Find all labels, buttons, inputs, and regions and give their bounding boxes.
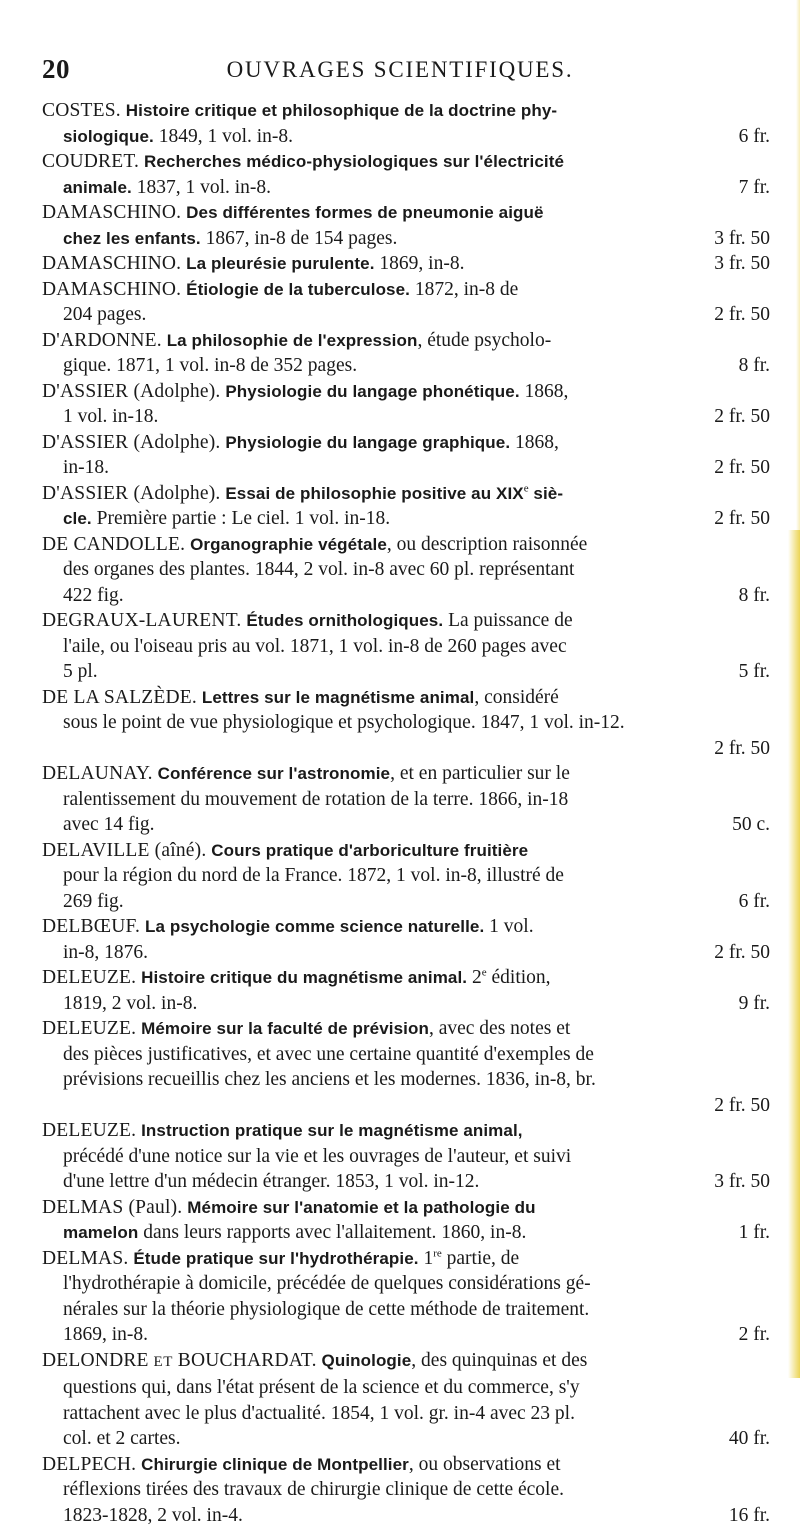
page-edge-shadow (796, 0, 800, 530)
entry-title: La psychologie comme science naturelle. (145, 917, 484, 936)
catalog-entries (42, 98, 770, 1528)
catalog-entry (42, 379, 770, 430)
entry-details: , considéré (474, 687, 558, 708)
entry-title: Physiologie du langage graphique. (225, 433, 510, 452)
entry-details-cont: 1 vol. in-18. (63, 406, 158, 427)
entry-price: 9 fr. (739, 991, 770, 1017)
entry-title: Étiologie de la tuberculose. (186, 280, 410, 299)
entry-author: DELMAS. (42, 1248, 128, 1269)
catalog-entry (42, 1016, 770, 1118)
entry-details-cont: 1819, 2 vol. in-8. (63, 993, 197, 1014)
entry-price: 2 fr. 50 (714, 940, 770, 966)
catalog-entry (42, 965, 770, 1016)
entry-title-cont: siologique. (63, 127, 154, 146)
entry-price: 6 fr. (739, 889, 770, 915)
entry-details-after: édition, (487, 967, 551, 988)
entry-details-cont: pour la région du nord de la France. 1872, 1 vol. in-8, illustré de (42, 863, 770, 889)
entry-author: DE CANDOLLE. (42, 534, 185, 555)
entry-title: Mémoire sur l'anatomie et la pathologie du (187, 1198, 535, 1217)
entry-author: DELEUZE. (42, 1120, 136, 1141)
entry-author: COUDRET. (42, 151, 139, 172)
entry-price: 3 fr. 50 (714, 226, 770, 252)
entry-title: Lettres sur le magnétisme animal (202, 688, 474, 707)
entry-details: 1868, (520, 381, 569, 402)
catalog-entry (42, 685, 770, 762)
entry-price: 16 fr. (729, 1503, 770, 1528)
entry-title: Recherches médico-physiologiques sur l'électricité (144, 152, 564, 171)
catalog-entry (42, 328, 770, 379)
catalog-entry (42, 914, 770, 965)
entry-title: Chirurgie clinique de Montpellier (141, 1455, 409, 1474)
entry-price: 40 fr. (729, 1426, 770, 1452)
entry-details: Première partie : Le ciel. 1 vol. in-18. (92, 508, 390, 529)
entry-title: Des différentes formes de pneumonie aiguë (186, 203, 543, 222)
entry-superscript: e (482, 967, 487, 979)
catalog-entry (42, 1452, 770, 1528)
catalog-entry (42, 761, 770, 838)
entry-author: DAMASCHINO. (42, 253, 181, 274)
entry-author: DE LA SALZÈDE. (42, 687, 197, 708)
entry-author: DELEUZE. (42, 967, 136, 988)
entry-author: D'ASSIER (Adolphe). (42, 483, 220, 504)
entry-details-cont: des organes des plantes. 1844, 2 vol. in-8 avec 60 pl. représentant (42, 557, 770, 583)
catalog-entry (42, 149, 770, 200)
entry-details-cont: in-18. (63, 457, 109, 478)
entry-details-cont: sous le point de vue physiologique et psychologique. 1847, 1 vol. in-12. (42, 710, 770, 736)
entry-author: COSTES. (42, 100, 121, 121)
catalog-entry (42, 277, 770, 328)
catalog-entry (42, 608, 770, 685)
entry-details: 1869, in-8. (375, 253, 465, 274)
catalog-entry (42, 1246, 770, 1348)
entry-price: 8 fr. (739, 353, 770, 379)
entry-author: D'ARDONNE. (42, 330, 162, 351)
entry-details: 2 (467, 967, 482, 988)
page-number: 20 (42, 54, 70, 85)
entry-title: Physiologie du langage phonétique. (225, 382, 519, 401)
entry-superscript: re (433, 1247, 442, 1259)
entry-details: 1837, 1 vol. in-8. (132, 177, 271, 198)
entry-author: DELMAS (Paul). (42, 1197, 182, 1218)
entry-details: 1872, in-8 de (410, 279, 518, 300)
entry-author: D'ASSIER (Adolphe). (42, 432, 220, 453)
entry-price: 3 fr. 50 (714, 251, 770, 277)
entry-details: , avec des notes et (429, 1018, 570, 1039)
entry-title: Études ornithologiques. (246, 611, 443, 630)
entry-price: 2 fr. 50 (714, 455, 770, 481)
entry-details-cont: 1823-1828, 2 vol. in-4. (63, 1505, 243, 1526)
entry-price: 2 fr. 50 (714, 404, 770, 430)
entry-author: DAMASCHINO. (42, 279, 181, 300)
entry-title: Étude pratique sur l'hydrothérapie. (133, 1249, 418, 1268)
entry-details-cont: 269 fig. (63, 891, 124, 912)
entry-details-cont: des pièces justificatives, et avec une certaine quantité d'exemples de (42, 1042, 770, 1068)
catalog-entry (42, 481, 770, 532)
entry-title: La pleurésie purulente. (186, 254, 374, 273)
entry-details: , des quinquinas et des (411, 1350, 587, 1371)
entry-details-cont: 422 fig. (63, 585, 124, 606)
entry-details-cont: réflexions tirées des travaux de chirurgie clinique de cette école. (42, 1477, 770, 1503)
entry-title-cont: cle. (63, 509, 92, 528)
entry-title: Mémoire sur la faculté de prévision (141, 1019, 429, 1038)
catalog-entry (42, 532, 770, 609)
entry-details: 1868, (510, 432, 559, 453)
catalog-entry (42, 1348, 770, 1452)
entry-price: 50 c. (732, 812, 770, 838)
entry-price: 7 fr. (739, 175, 770, 201)
entry-author: DEGRAUX-LAURENT. (42, 610, 241, 631)
entry-title: Conférence sur l'astronomie (158, 764, 391, 783)
entry-title: La philosophie de l'expression (167, 331, 418, 350)
catalog-entry (42, 1195, 770, 1246)
entry-details: , ou observations et (409, 1454, 561, 1475)
entry-title: Quinologie (322, 1351, 412, 1370)
entry-details-cont: l'hydrothérapie à domicile, précédée de quelques considérations gé- (42, 1271, 770, 1297)
entry-conjunction: ET (154, 1354, 173, 1370)
entry-details-cont: précédé d'une notice sur la vie et les ouvrages de l'auteur, et suivi (42, 1144, 770, 1170)
entry-details: 1 (419, 1248, 434, 1269)
entry-price: 2 fr. 50 (714, 736, 770, 762)
entry-price: 2 fr. (739, 1322, 770, 1348)
entry-details: , ou description raisonnée (387, 534, 587, 555)
entry-title: Histoire critique et philosophique de la doctrine phy- (126, 101, 557, 120)
entry-title: Organographie végétale (190, 535, 387, 554)
entry-details-cont: l'aile, ou l'oiseau pris au vol. 1871, 1 vol. in-8 de 260 pages avec (42, 634, 770, 660)
entry-author: DELBŒUF. (42, 916, 140, 937)
entry-details: dans leurs rapports avec l'allaitement. 1860, in-8. (138, 1222, 526, 1243)
catalog-entry (42, 430, 770, 481)
entry-author: DELONDRE (42, 1350, 149, 1371)
entry-title-cont: mamelon (63, 1223, 138, 1242)
entry-details: 1849, 1 vol. in-8. (154, 126, 293, 147)
entry-details-cont: 5 pl. (63, 661, 98, 682)
entry-title-cont: chez les enfants. (63, 229, 201, 248)
entry-title-after: siè- (529, 484, 564, 503)
entry-details-cont: gique. 1871, 1 vol. in-8 de 352 pages. (63, 355, 357, 376)
entry-price: 2 fr. 50 (714, 1093, 770, 1119)
entry-details-cont: d'une lettre d'un médecin étranger. 1853, 1 vol. in-12. (63, 1171, 479, 1192)
entry-details: 1867, in-8 de 154 pages. (201, 228, 398, 249)
catalog-entry (42, 838, 770, 915)
entry-author: DAMASCHINO. (42, 202, 181, 223)
entry-price: 3 fr. 50 (714, 1169, 770, 1195)
entry-price: 6 fr. (739, 124, 770, 150)
entry-superscript: e (524, 482, 529, 494)
entry-title-cont: animale. (63, 178, 132, 197)
running-title: OUVRAGES SCIENTIFIQUES. (0, 57, 800, 83)
entry-details: La puissance de (443, 610, 572, 631)
catalog-entry (42, 251, 770, 277)
entry-details-cont: prévisions recueillis chez les anciens et les modernes. 1836, in-8, br. (42, 1067, 770, 1093)
entry-author: DELAUNAY. (42, 763, 153, 784)
entry-details-after: partie, de (442, 1248, 519, 1269)
entry-details: , étude psycholo- (417, 330, 551, 351)
entry-details-cont: ralentissement du mouvement de rotation de la terre. 1866, in-18 (42, 787, 770, 813)
entry-details-cont: nérales sur la théorie physiologique de cette méthode de traitement. (42, 1297, 770, 1323)
entry-details-cont: rattachent avec le plus d'actualité. 1854, 1 vol. gr. in-4 avec 23 pl. (42, 1401, 770, 1427)
entry-details: 1 vol. (484, 916, 533, 937)
catalog-entry (42, 1118, 770, 1195)
page-edge-discoloration (788, 530, 800, 1378)
entry-details-cont: questions qui, dans l'état présent de la science et du commerce, s'y (42, 1375, 770, 1401)
entry-details-cont: 204 pages. (63, 304, 146, 325)
entry-title: Cours pratique d'arboriculture fruitière (211, 841, 528, 860)
entry-price: 2 fr. 50 (714, 302, 770, 328)
entry-details: , et en particulier sur le (390, 763, 570, 784)
entry-price: 1 fr. (739, 1220, 770, 1246)
entry-details-cont: col. et 2 cartes. (63, 1428, 181, 1449)
catalog-entry (42, 200, 770, 251)
entry-details-cont: avec 14 fig. (63, 814, 155, 835)
entry-author: D'ASSIER (Adolphe). (42, 381, 220, 402)
entry-price: 8 fr. (739, 583, 770, 609)
entry-author: DELAVILLE (aîné). (42, 840, 206, 861)
entry-author-2: BOUCHARDAT. (178, 1350, 317, 1371)
entry-author: DELEUZE. (42, 1018, 136, 1039)
catalog-entry (42, 98, 770, 149)
entry-title: Instruction pratique sur le magnétisme animal, (141, 1121, 523, 1140)
entry-price: 5 fr. (739, 659, 770, 685)
entry-details-cont: 1869, in-8. (63, 1324, 148, 1345)
entry-title: Essai de philosophie positive au XIX (225, 484, 523, 503)
page-header (0, 54, 800, 94)
entry-title: Histoire critique du magnétisme animal. (141, 968, 467, 987)
entry-details-cont: in-8, 1876. (63, 942, 148, 963)
entry-price: 2 fr. 50 (714, 506, 770, 532)
entry-author: DELPECH. (42, 1454, 136, 1475)
